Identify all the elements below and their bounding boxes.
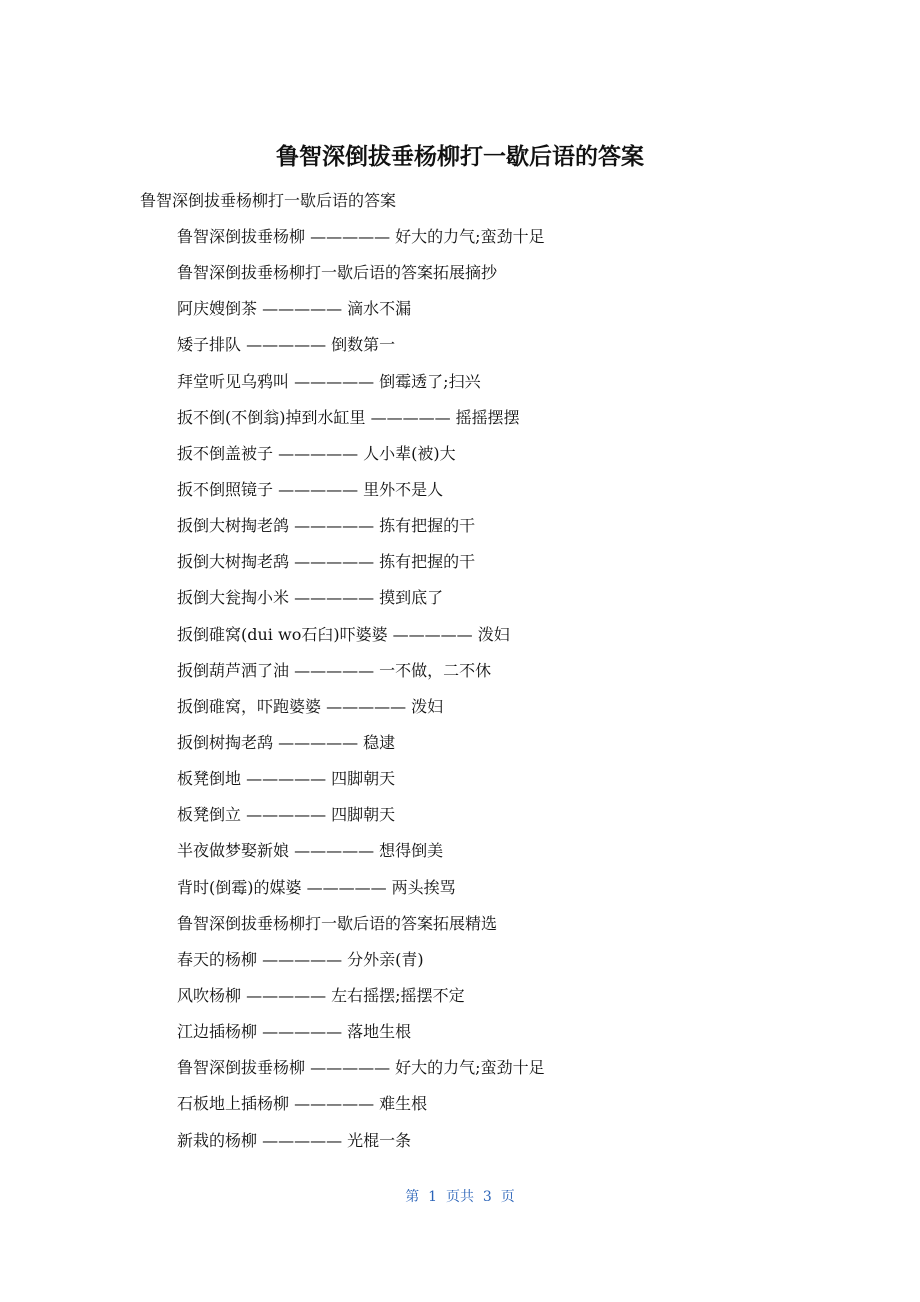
list-item: 阿庆嫂倒茶 ————— 滴水不漏 <box>177 299 412 319</box>
list-item: 拜堂听见乌鸦叫 ————— 倒霉透了;扫兴 <box>177 371 481 391</box>
list-item: 背时(倒霉)的媒婆 ————— 两头挨骂 <box>177 877 456 897</box>
list-item: 扳倒大树掏老鸽 ————— 拣有把握的干 <box>177 516 476 536</box>
saying-list <box>177 224 545 1164</box>
list-item: 扳倒葫芦洒了油 ————— 一不做，二不休 <box>177 660 492 680</box>
list-item: 扳倒碓窝(dui wo石臼)吓婆婆 ————— 泼妇 <box>177 624 510 644</box>
list-item: 风吹杨柳 ————— 左右摇摆;摇摆不定 <box>177 985 465 1005</box>
list-item: 鲁智深倒拔垂杨柳 ————— 好大的力气;蛮劲十足 <box>177 1058 545 1078</box>
list-item: 鲁智深倒拔垂杨柳打一歇后语的答案拓展摘抄 <box>177 263 498 283</box>
list-item: 石板地上插杨柳 ————— 难生根 <box>177 1094 428 1114</box>
page-number-footer: 第 1 页共 3 页 <box>405 1189 515 1205</box>
list-item: 板凳倒立 ————— 四脚朝天 <box>177 805 396 825</box>
list-item: 春天的杨柳 ————— 分外亲(青) <box>177 949 424 969</box>
list-item: 扳不倒盖被子 ————— 人小辈(被)大 <box>177 443 456 463</box>
list-item: 扳倒大瓮掏小米 ————— 摸到底了 <box>177 588 444 608</box>
list-item: 半夜做梦娶新娘 ————— 想得倒美 <box>177 841 444 861</box>
list-item: 新栽的杨柳 ————— 光棍一条 <box>177 1130 412 1150</box>
list-item: 江边插杨柳 ————— 落地生根 <box>177 1022 412 1042</box>
list-item: 鲁智深倒拔垂杨柳打一歇后语的答案拓展精选 <box>177 913 498 933</box>
list-item: 板凳倒地 ————— 四脚朝天 <box>177 769 396 789</box>
list-item: 扳倒碓窝，吓跑婆婆 ————— 泼妇 <box>177 696 444 716</box>
intro-text: 鲁智深倒拔垂杨柳打一歇后语的答案 <box>140 191 397 210</box>
list-item: 鲁智深倒拔垂杨柳 ————— 好大的力气;蛮劲十足 <box>177 227 545 246</box>
list-item: 扳倒树掏老鸹 ————— 稳逮 <box>177 732 396 752</box>
list-item: 扳不倒照镜子 ————— 里外不是人 <box>177 479 444 499</box>
list-item: 扳倒大树掏老鸹 ————— 拣有把握的干 <box>177 552 476 572</box>
list-item: 扳不倒(不倒翁)掉到水缸里 ————— 摇摇摆摆 <box>177 407 520 427</box>
list-item: 矮子排队 ————— 倒数第一 <box>177 335 396 355</box>
page-title: 鲁智深倒拔垂杨柳打一歇后语的答案 <box>276 144 644 170</box>
